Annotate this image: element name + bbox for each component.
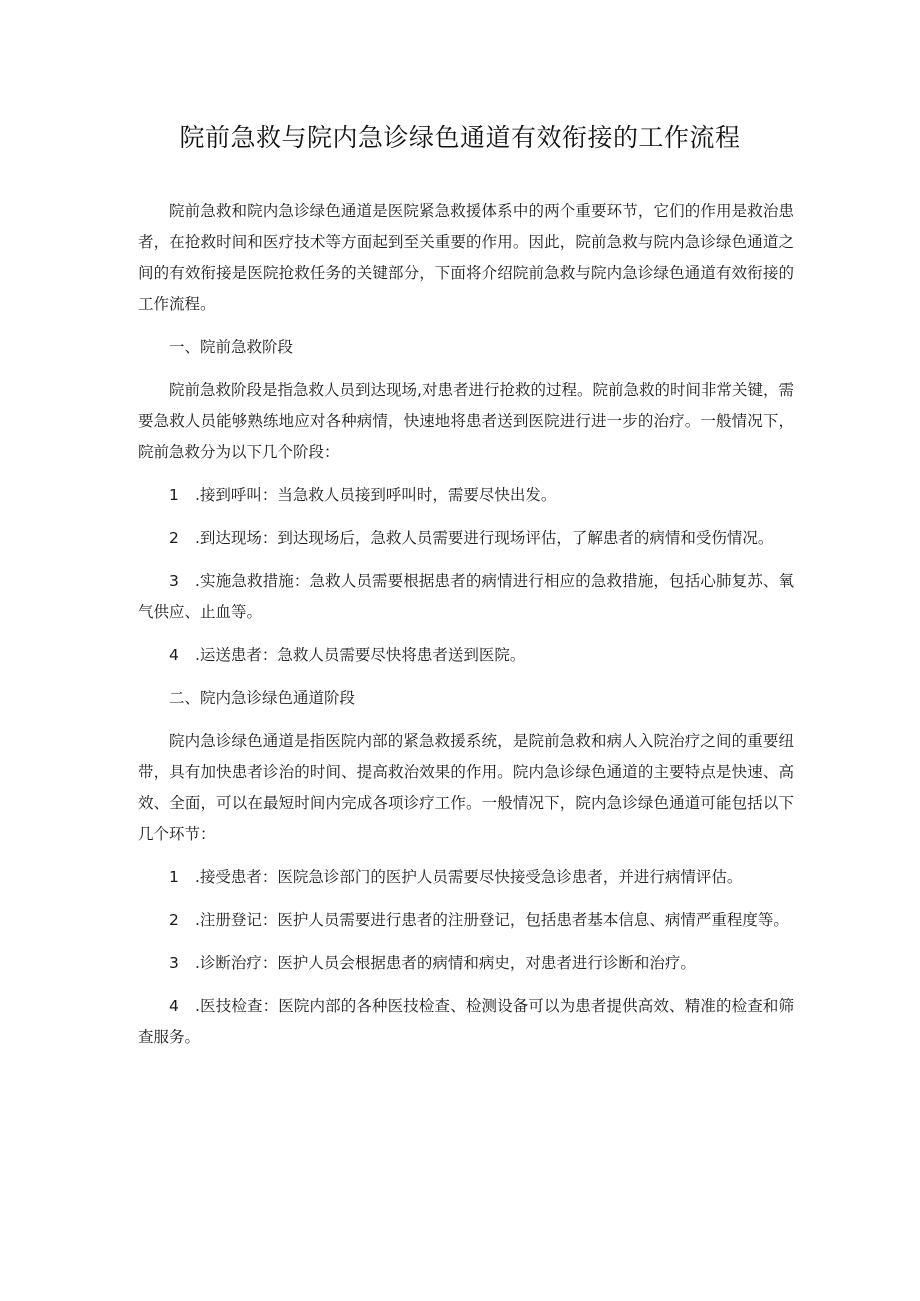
item-number: 2 (169, 529, 179, 547)
item-text: .接到呼叫：当急救人员接到呼叫时，需要尽快出发。 (195, 486, 557, 504)
section-1-item (138, 523, 794, 554)
section-2-paragraph: 院内急诊绿色通道是指医院内部的紧急救援系统，是院前急救和病人入院治疗之间的重要纽带，具有加快患者诊治的时间、提高救治效果的作用。院内急诊绿色通道的主要特点是快速、高效、全面，可以在最短时间内完成各项诊疗工作。一般情况下，院内急诊绿色通道可能包括以下几个环节： (138, 732, 794, 843)
item-number: 3 (169, 572, 179, 590)
section-1-item (138, 640, 794, 671)
item-text: .接受患者：医院急诊部门的医护人员需要尽快接受急诊患者，并进行病情评估。 (195, 868, 743, 886)
item-number: 4 (169, 646, 179, 664)
item-text: .诊断治疗：医护人员会根据患者的病情和病史，对患者进行诊断和治疗。 (195, 954, 696, 972)
item-number: 1 (169, 486, 179, 504)
document-body (138, 196, 794, 1053)
section-2-item (138, 948, 794, 979)
item-text: .到达现场：到达现场后，急救人员需要进行现场评估，了解患者的病情和受伤情况。 (195, 529, 774, 547)
item-text: .运送患者：急救人员需要尽快将患者送到医院。 (195, 646, 526, 664)
item-number: 1 (169, 868, 179, 886)
section-1-heading: 一、院前急救阶段 (169, 338, 294, 356)
item-text: .实施急救措施：急救人员需要根据患者的病情进行相应的急救措施，包括心肺复苏、氧气供应、止血等。 (138, 572, 794, 621)
item-number: 2 (169, 911, 179, 929)
section-2-heading: 二、院内急诊绿色通道阶段 (169, 689, 356, 707)
section-1-item (138, 480, 794, 511)
item-text: .医技检查：医院内部的各种医技检查、检测设备可以为患者提供高效、精准的检查和筛查服务。 (138, 997, 794, 1046)
section-1-item (138, 566, 794, 628)
section-1-paragraph: 院前急救阶段是指急救人员到达现场,对患者进行抢救的过程。院前急救的时间非常关键，需要急救人员能够熟练地应对各种病情，快速地将患者送到医院进行进一步的治疗。一般情况下，院前急救分为以下几个阶段： (138, 381, 794, 461)
item-number: 3 (169, 954, 179, 972)
section-2-item (138, 905, 794, 936)
section-2-item (138, 991, 794, 1053)
intro-paragraph: 院前急救和院内急诊绿色通道是医院紧急救援体系中的两个重要环节，它们的作用是救治患者，在抢救时间和医疗技术等方面起到至关重要的作用。因此，院前急救与院内急诊绿色通道之间的有效衔接是医院抢救任务的关键部分，下面将介绍院前急救与院内急诊绿色通道有效衔接的工作流程。 (138, 202, 794, 313)
document-title: 院前急救与院内急诊绿色通道有效衔接的工作流程 (179, 123, 741, 152)
section-2-item (138, 862, 794, 893)
item-number: 4 (169, 997, 179, 1015)
item-text: .注册登记：医护人员需要进行患者的注册登记，包括患者基本信息、病情严重程度等。 (195, 911, 789, 929)
